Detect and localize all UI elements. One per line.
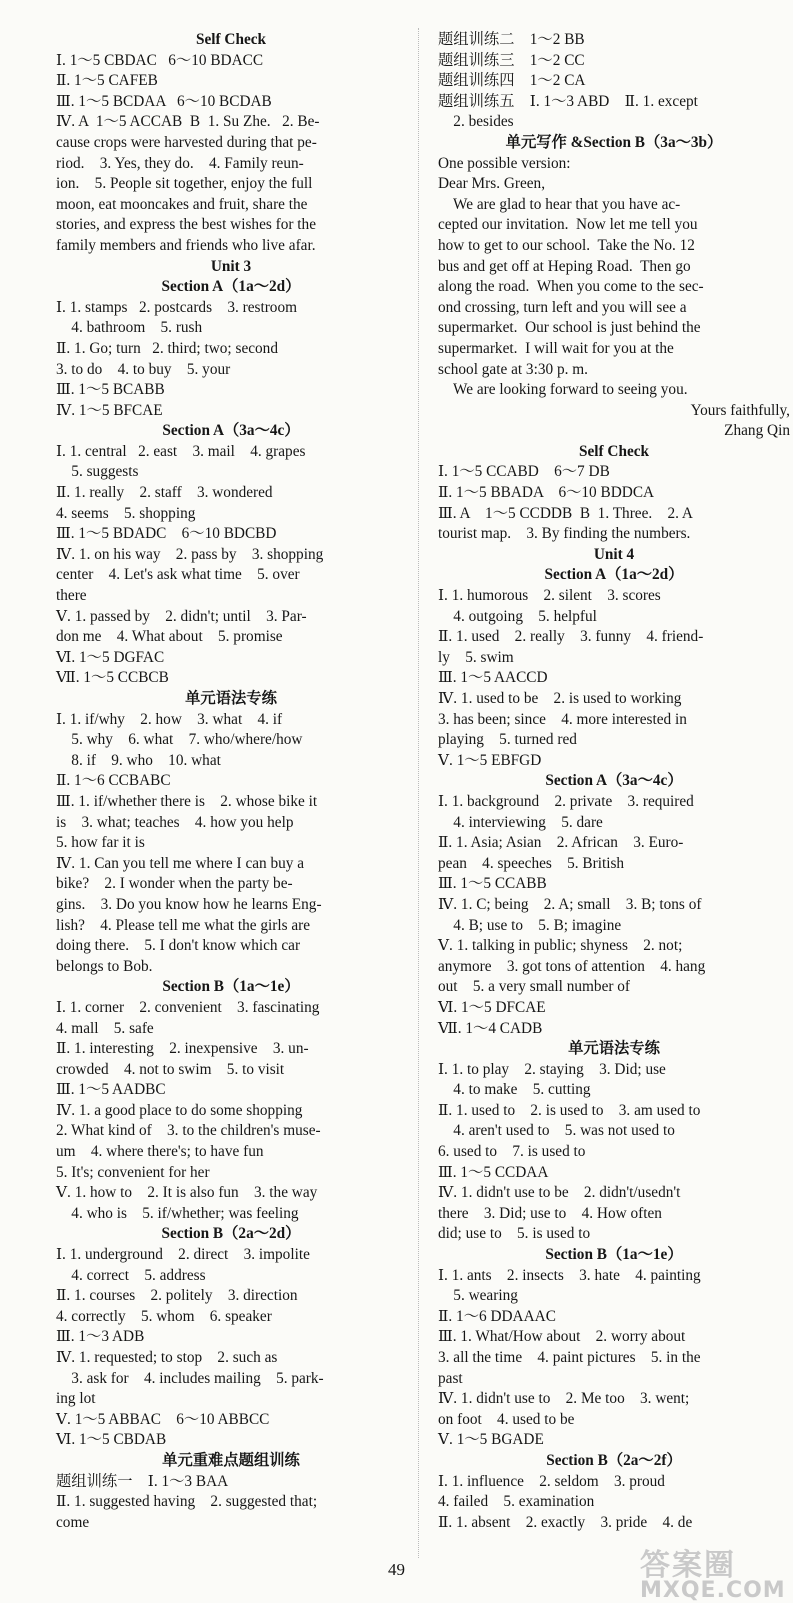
answer-line: 5. how far it is [56, 834, 145, 852]
answer-line: 4. B; use to 5. B; imagine [438, 916, 622, 934]
answer-line: Ⅴ. 1. how to 2. It is also fun 3. the way [56, 1184, 318, 1202]
answer-line: Ⅲ. 1～5 BCDAA 6～10 BCDAB [56, 92, 272, 110]
section-heading: 单元语法专练 [185, 690, 277, 707]
answer-line: Ⅳ. 1. used to be 2. is used to working [438, 690, 682, 707]
answer-line: 题组训练一 Ⅰ. 1～3 BAA [56, 1472, 229, 1490]
answer-line: Ⅱ. 1～5 CAFEB [56, 72, 158, 90]
answer-line: Ⅶ. 1～4 CADB [438, 1019, 543, 1037]
answer-line: Ⅳ. 1～5 BFCAE [56, 401, 163, 419]
answer-line: 4. outgoing 5. helpful [438, 607, 597, 625]
answer-line: playing 5. turned red [438, 731, 577, 749]
section-heading: Section A（1a～2d） [544, 566, 684, 584]
answer-line: Ⅰ. 1. influence 2. seldom 3. proud [438, 1472, 665, 1490]
answer-line: pean 4. speeches 5. British [438, 854, 625, 872]
answer-line: Ⅱ. 1～6 CCBABC [56, 772, 171, 790]
answer-line: 4. interviewing 5. dare [438, 813, 603, 831]
section-heading: Section B（2a～2d） [161, 1225, 301, 1243]
answer-line: gins. 3. Do you know how he learns Eng- [56, 895, 322, 913]
answer-line: Ⅵ. 1～5 DGFAC [56, 648, 165, 666]
answer-line: Ⅱ. 1. Go; turn 2. third; two; second [56, 339, 278, 357]
answer-line: We are glad to hear that you have ac- [438, 195, 681, 213]
answer-line: 5. why 6. what 7. who/where/how [56, 731, 303, 749]
answer-line: Ⅴ. 1～5 EBFGD [438, 751, 542, 769]
answer-line: Ⅳ. 1. didn't use to 2. Me too 3. went; [438, 1390, 690, 1408]
answer-line: Ⅶ. 1～5 CCBCB [56, 669, 169, 687]
answer-line: crowded 4. not to swim 5. to visit [56, 1060, 285, 1078]
answer-line: come [56, 1513, 90, 1531]
answer-line: 4. seems 5. shopping [56, 504, 196, 522]
answer-line: center 4. Let's ask what time 5. over [56, 566, 300, 584]
answer-line: Ⅱ. 1. Asia; Asian 2. African 3. Euro- [438, 834, 684, 852]
answer-line: Ⅰ. 1～5 CCABD 6～7 DB [438, 463, 610, 481]
answer-line: ond crossing, turn left and you will see a [438, 298, 687, 316]
answer-line: 题组训练四 1～2 CA [438, 72, 586, 90]
answer-line: Yours faithfully, [690, 401, 790, 419]
answer-line: bike? 2. I wonder when the party be- [56, 875, 293, 893]
answer-line: Ⅱ. 1～5 BBADA 6～10 BDDCA [438, 484, 655, 502]
answer-line: Ⅴ. 1～5 BGADE [438, 1431, 544, 1449]
answer-line: 4. mall 5. safe [56, 1019, 154, 1037]
answer-line: Ⅵ. 1～5 CBDAB [56, 1431, 167, 1449]
answer-line: is 3. what; teaches 4. how you help [56, 813, 294, 831]
answer-line: Ⅰ. 1～5 CBDAC 6～10 BDACC [56, 51, 264, 69]
answer-line: 3. all the time 4. paint pictures 5. in the [438, 1349, 701, 1366]
section-heading: Self Check [578, 442, 650, 460]
answer-line: Ⅰ. 1. humorous 2. silent 3. scores [438, 587, 661, 605]
answer-line: Ⅴ. 1～5 ABBAC 6～10 ABBCC [56, 1410, 270, 1428]
answer-line: bus and get off at Heping Road. Then go [438, 257, 691, 275]
answer-line: One possible version: [438, 154, 571, 172]
answer-line: Ⅰ. 1. ants 2. insects 3. hate 4. painting [438, 1266, 701, 1284]
answer-line: 题组训练二 1～2 BB [438, 31, 585, 48]
answer-line: Ⅳ. 1. on his way 2. pass by 3. shopping [56, 545, 324, 563]
answer-line: out 5. a very small number of [438, 978, 631, 996]
answer-line: riod. 3. Yes, they do. 4. Family reun- [56, 154, 304, 172]
section-heading: Section B（2a～2f） [546, 1451, 682, 1469]
answer-line: cepted our invitation. Now let me tell you [438, 216, 698, 234]
section-heading: 单元写作 &Section B（3a～3b） [505, 133, 723, 151]
answer-line: Ⅲ. 1～5 BDADC 6～10 BDCBD [56, 525, 277, 543]
answer-line: Zhang Qin [724, 422, 790, 440]
answer-line: along the road. When you come to the sec- [438, 278, 704, 296]
answer-line: 3. has been; since 4. more interested in [438, 710, 687, 728]
answer-line: Ⅲ. 1～5 AACCD [438, 669, 548, 687]
answer-line: did; use to 5. is used to [438, 1225, 591, 1243]
section-heading: Section A（1a～2d） [161, 278, 301, 296]
answer-line: Ⅴ. 1. talking in public; shyness 2. not; [438, 937, 683, 955]
answer-line: don me 4. What about 5. promise [56, 628, 283, 646]
answer-line: 2. besides [438, 113, 514, 131]
answer-line: family members and friends who live afar. [56, 236, 316, 254]
answer-line: Ⅲ. 1. What/How about 2. worry about [438, 1328, 686, 1346]
answer-line: Ⅲ. 1～5 BCABB [56, 381, 165, 399]
right-column [438, 30, 790, 1533]
answer-line: Ⅰ. 1. stamps 2. postcards 3. restroom [56, 298, 297, 316]
answer-line: Ⅱ. 1. interesting 2. inexpensive 3. un- [56, 1040, 309, 1058]
answer-line: Ⅲ. 1～5 CCABB [438, 875, 547, 893]
answer-line: Ⅱ. 1. really 2. staff 3. wondered [56, 484, 273, 502]
answer-line: anymore 3. got tons of attention 4. hang [438, 957, 706, 975]
watermark-url: MXQE.COM [640, 1578, 786, 1603]
answer-line: Ⅲ. 1～5 CCDAA [438, 1163, 549, 1181]
answer-line: 6. used to 7. is used to [438, 1143, 586, 1161]
answer-line: 3. to do 4. to buy 5. your [56, 360, 231, 378]
left-column [56, 30, 406, 1533]
answer-line: Ⅱ. 1. used 2. really 3. funny 4. friend- [438, 628, 704, 646]
answer-line: Ⅱ. 1. suggested having 2. suggested that; [56, 1493, 318, 1511]
answer-line: tourist map. 3. By finding the numbers. [438, 525, 691, 543]
answer-line: 2. What kind of 3. to the children's muse- [56, 1122, 321, 1140]
page-number: 49 [388, 1560, 405, 1579]
answer-line: 4. aren't used to 5. was not used to [438, 1122, 675, 1140]
section-heading: 单元重难点题组训练 [162, 1451, 300, 1469]
answer-line: Ⅱ. 1. used to 2. is used to 3. am used to [438, 1101, 701, 1119]
answer-line: ly 5. swim [438, 648, 514, 666]
answer-line: ing lot [56, 1390, 96, 1408]
answer-line: doing there. 5. I don't know which car [56, 937, 301, 955]
watermark-text: 答案圈 [640, 1548, 736, 1583]
answer-line: 4. correct 5. address [56, 1266, 206, 1284]
answer-line: moon, eat mooncakes and fruit, share the [56, 195, 308, 213]
answer-line: Ⅰ. 1. central 2. east 3. mail 4. grapes [56, 442, 306, 460]
section-heading: Section B（1a～1e） [162, 978, 300, 996]
answer-line: Ⅳ. 1. didn't use to be 2. didn't/usedn't [438, 1184, 681, 1202]
answer-line: Ⅲ. 1. if/whether there is 2. whose bike it [56, 792, 318, 810]
answer-line: Ⅱ. 1～6 DDAAAC [438, 1307, 556, 1325]
answer-line: Ⅲ. 1～5 AADBC [56, 1081, 166, 1099]
answer-line: Dear Mrs. Green, [438, 175, 546, 193]
answer-line: Ⅴ. 1. passed by 2. didn't; until 3. Par- [56, 607, 307, 625]
section-heading: Unit 4 [593, 545, 635, 563]
answer-line: past [438, 1369, 463, 1387]
section-heading: Section A（3a～4c） [545, 772, 683, 790]
answer-line: 题组训练五 Ⅰ. 1～3 ABD Ⅱ. 1. except [438, 92, 698, 110]
answer-line: Ⅳ. A 1～5 ACCAB B 1. Su Zhe. 2. Be- [56, 113, 320, 131]
section-heading: Self Check [195, 31, 267, 48]
answer-line: Ⅰ. 1. underground 2. direct 3. impolite [56, 1246, 310, 1264]
answer-line: 3. ask for 4. includes mailing 5. park- [56, 1369, 324, 1387]
section-heading: Section B（1a～1e） [545, 1246, 683, 1264]
answer-line: ion. 5. People sit together, enjoy the full [56, 175, 313, 193]
answer-line: Ⅲ. 1～3 ADB [56, 1328, 145, 1346]
answer-line: Ⅳ. 1. Can you tell me where I can buy a [56, 854, 305, 872]
answer-line: 4. bathroom 5. rush [56, 319, 203, 337]
answer-line: 4. who is 5. if/whether; was feeling [56, 1204, 299, 1222]
section-heading: 单元语法专练 [568, 1040, 660, 1058]
section-heading: Unit 3 [210, 257, 252, 275]
answer-line: Ⅰ. 1. to play 2. staying 3. Did; use [438, 1060, 666, 1078]
column-divider [418, 28, 419, 1558]
answer-line: 4. correctly 5. whom 6. speaker [56, 1307, 272, 1325]
answer-line: how to get to our school. Take the No. 12 [438, 236, 695, 254]
answer-line: Ⅵ. 1～5 DFCAE [438, 998, 546, 1016]
answer-line: 5. It's; convenient for her [56, 1163, 210, 1181]
answer-line: cause crops were harvested during that pe- [56, 133, 317, 151]
answer-line: 4. failed 5. examination [438, 1493, 595, 1511]
answer-line: supermarket. Our school is just behind the [438, 319, 701, 337]
answer-line: Ⅰ. 1. if/why 2. how 3. what 4. if [56, 710, 283, 728]
answer-line: 8. if 9. who 10. what [56, 751, 221, 769]
answer-line: stories, and express the best wishes for the [56, 216, 316, 234]
answer-line: lish? 4. Please tell me what the girls are [56, 916, 311, 934]
answer-line: Ⅳ. 1. C; being 2. A; small 3. B; tons of [438, 895, 702, 913]
answer-line: um 4. where there's; to have fun [56, 1143, 264, 1161]
answer-line: We are looking forward to seeing you. [438, 381, 688, 399]
answer-line: supermarket. I will wait for you at the [438, 339, 674, 357]
answer-line: belongs to Bob. [56, 957, 153, 975]
answer-line: Ⅱ. 1. courses 2. politely 3. direction [56, 1287, 298, 1305]
answer-line: 4. to make 5. cutting [438, 1081, 591, 1099]
watermark-logo [640, 1540, 786, 1603]
answer-line: there 3. Did; use to 4. How often [438, 1204, 662, 1222]
answer-line: 5. wearing [438, 1287, 518, 1305]
answer-line: there [56, 587, 87, 605]
answer-line: Ⅰ. 1. background 2. private 3. required [438, 792, 694, 810]
answer-line: Ⅳ. 1. requested; to stop 2. such as [56, 1349, 278, 1366]
answer-line: school gate at 3:30 p. m. [438, 360, 588, 378]
answer-line: Ⅳ. 1. a good place to do some shopping [56, 1101, 303, 1119]
answer-line: 题组训练三 1～2 CC [438, 51, 585, 69]
answer-line: Ⅰ. 1. corner 2. convenient 3. fascinating [56, 998, 320, 1016]
answer-line: on foot 4. used to be [438, 1410, 575, 1428]
answer-line: Ⅲ. A 1～5 CCDDB B 1. Three. 2. A [438, 504, 693, 522]
answer-line: 5. suggests [56, 463, 139, 481]
section-heading: Section A（3a～4c） [162, 422, 300, 440]
answer-line: Ⅱ. 1. absent 2. exactly 3. pride 4. de [438, 1513, 693, 1531]
